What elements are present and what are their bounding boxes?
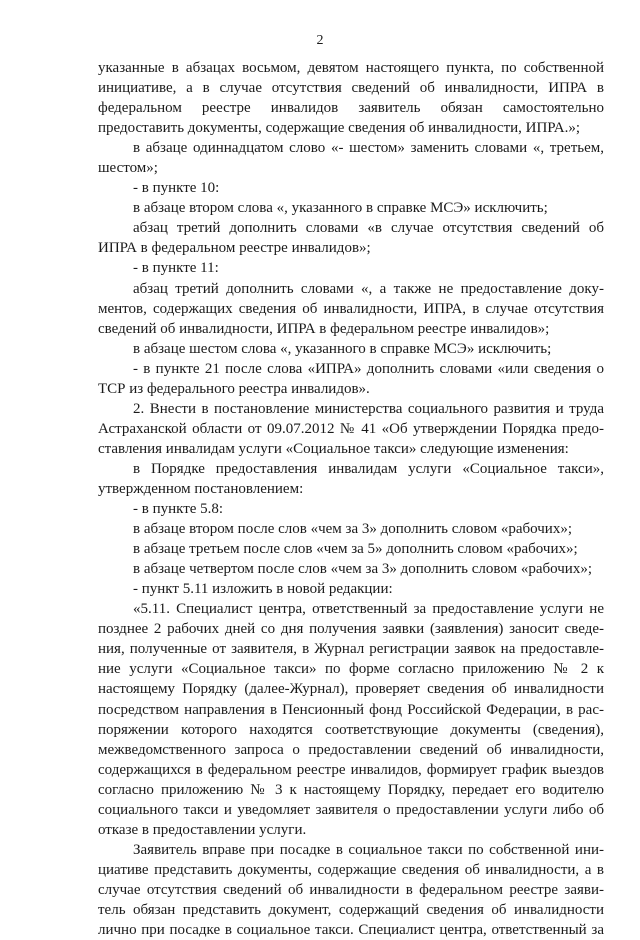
text-line: посредством направления в Пенсионный фонд Российской Федерации, в рас- (98, 701, 604, 718)
text-line: шестом»; (98, 160, 158, 177)
paragraph (98, 138, 604, 178)
paragraph (98, 258, 604, 278)
text-line: ния, полученные от заявителя, в Журнал регистрации заявок на предоставле- (98, 641, 604, 658)
text-line: социального такси и уведомляет заявителя о предоставлении услуги либо об (98, 801, 604, 818)
text-line: ИПРА в федеральном реестре инвалидов»; (98, 240, 371, 257)
paragraph (98, 399, 604, 459)
text-line: инициативе, а в случае отсутствия сведений об инвалидности, ИПРА в (98, 80, 604, 97)
paragraph (98, 519, 604, 539)
text-line: в абзаце шестом слова «, указанного в справке МСЭ» исключить; (133, 340, 552, 357)
text-line: в абзаце третьем после слов «чем за 5» дополнить словом «рабочих»; (133, 541, 578, 558)
text-line: содержащихся в федеральном реестре инвалидов, формирует график выездов (98, 761, 604, 778)
text-line: Астраханской области от 09.07.2012 № 41 «Об утверждении Порядка предо- (98, 420, 604, 437)
text-line: отказе в предоставлении услуги. (98, 821, 307, 838)
paragraph (98, 599, 604, 840)
text-line: федеральном реестре инвалидов заявитель обязан самостоятельно (98, 100, 604, 117)
paragraph (98, 539, 604, 559)
text-line: лично при посадке в социальное такси. Специалист центра, ответственный за (98, 922, 604, 939)
document-body (98, 58, 604, 940)
text-line: - пункт 5.11 изложить в новой редакции: (133, 581, 393, 598)
text-line: - в пункте 5.8: (133, 501, 224, 518)
text-line: предоставить документы, содержащие сведения об инвалидности, ИПРА.»; (98, 120, 580, 137)
paragraph (98, 218, 604, 258)
text-line: в абзаце четвертом после слов «чем за 3» дополнить словом «рабочих»; (133, 561, 592, 578)
paragraph (98, 459, 604, 499)
text-line: настоящему Порядку (далее-Журнал), проверяет сведения об инвалидности (98, 681, 604, 698)
text-line: утвержденном постановлением: (98, 480, 304, 497)
text-line: сведений об инвалидности, ИПРА в федеральном реестре инвалидов»; (98, 320, 550, 337)
text-line: в Порядке предоставления инвалидам услуги «Социальное такси», (133, 460, 604, 477)
paragraph (98, 58, 604, 138)
text-line: абзац третий дополнить словами «, а также не предоставление доку- (133, 280, 604, 297)
text-line: тель обязан представить документ, содержащий сведения об инвалидности (98, 901, 604, 918)
text-line: ментов, содержащих сведения об инвалидности, ИПРА, в случае отсутствия (98, 300, 604, 317)
text-line: Заявитель вправе при посадке в социальное такси по собственной ини- (133, 841, 604, 858)
text-line: в абзаце втором после слов «чем за 3» дополнить словом «рабочих»; (133, 521, 572, 538)
text-line: ТСР из федерального реестра инвалидов». (98, 380, 370, 397)
paragraph (98, 198, 604, 218)
paragraph (98, 579, 604, 599)
text-line: в абзаце одиннадцатом слово «- шестом» заменить словами «, третьем, (133, 140, 604, 157)
text-line: согласно приложению № 3 к настоящему Порядку, передает его водителю (98, 781, 604, 798)
paragraph (98, 359, 604, 399)
paragraph (98, 279, 604, 339)
text-line: - в пункте 11: (133, 260, 219, 277)
text-line: межведомственного запроса о предоставлении сведений об инвалидности, (98, 741, 604, 758)
text-line: позднее 2 рабочих дней со дня получения заявки (заявления) заносит сведе- (98, 621, 604, 638)
text-line: ставления инвалидам услуги «Социальное такси» следующие изменения: (98, 440, 569, 457)
text-line: указанные в абзацах восьмом, девятом настоящего пункта, по собственной (98, 60, 604, 76)
paragraph (98, 499, 604, 519)
text-line: - в пункте 10: (133, 180, 220, 197)
text-line: абзац третий дополнить словами «в случае отсутствия сведений об (133, 220, 604, 237)
paragraph (98, 559, 604, 579)
paragraph (98, 339, 604, 359)
text-line: циативе представить документы, содержащие сведения об инвалидности, а в (98, 861, 604, 878)
text-line: поряжении которого находятся соответствующие документы (сведения), (98, 721, 604, 738)
text-line: ние услуги «Социальное такси» по форме согласно приложению № 2 к (98, 661, 604, 678)
page-number: 2 (316, 33, 324, 48)
text-line: «5.11. Специалист центра, ответственный за предоставление услуги не (133, 601, 604, 618)
paragraph (98, 840, 604, 940)
text-line: 2. Внести в постановление министерства социального развития и труда (133, 400, 604, 417)
text-line: случае отсутствия сведений об инвалидности в федеральном реестре заяви- (98, 881, 604, 898)
paragraph (98, 178, 604, 198)
text-line: в абзаце втором слова «, указанного в справке МСЭ» исключить; (133, 200, 548, 217)
text-line: - в пункте 21 после слова «ИПРА» дополнить словами «или сведения о (133, 360, 604, 377)
